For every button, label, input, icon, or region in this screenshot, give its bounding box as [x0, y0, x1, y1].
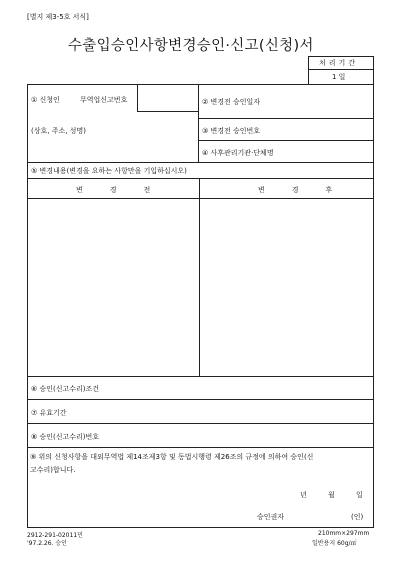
footer-approval-date: '97.2.26. 승인: [27, 540, 67, 547]
change-content-label: ⑤ 변경내용(변경을 요하는 사항만을 기입하십시오): [31, 167, 187, 175]
previous-approval-number-label: ③ 변경전 승인번호: [202, 127, 261, 135]
applicant-details-label: (상호, 주소, 성명): [31, 127, 86, 135]
approver-label: 승인권자: [257, 513, 285, 521]
date-year-label: 년: [300, 491, 307, 499]
before-change-header: 변경전: [76, 186, 178, 194]
approval-number-label: ⑧ 승인(신고수리)번호: [31, 433, 100, 441]
seal-label: (인): [351, 513, 364, 521]
processing-period-label: 처리기간: [319, 59, 359, 67]
statement-line-1: ⑨ 위의 신청사항을 대외무역법 제14조제3항 및 동법시행령 제26조의 규정에 의하여 승인(신: [30, 453, 314, 461]
date-day-label: 일: [356, 491, 363, 499]
post-management-agency-label: ④ 사후관리기관·단체명: [202, 149, 274, 157]
form-title: 수출입승인사항변경승인·신고(신청)서: [68, 38, 314, 54]
trade-registration-number-label: 무역업신고번호: [80, 96, 128, 104]
date-month-label: 월: [328, 491, 335, 499]
statement-line-2: 고수리)합니다.: [30, 466, 76, 474]
footer-form-code: 2912-291-02011민: [27, 532, 83, 539]
approval-condition-label: ⑥ 승인(신고수리)조건: [31, 385, 100, 393]
validity-period-label: ⑦ 유효기간: [31, 409, 67, 417]
after-change-header: 변경후: [258, 186, 360, 194]
previous-approval-date-label: ② 변경전 승인일자: [202, 98, 261, 106]
footer-paper-type: 일반용지 60g/㎡: [312, 540, 357, 547]
applicant-label: ① 신청인: [31, 96, 60, 104]
footer-paper-size: 210mm×297mm: [318, 530, 370, 537]
form-number: [별지 제3-5호 서식]: [27, 13, 89, 21]
processing-period-value: 1 일: [332, 73, 346, 81]
